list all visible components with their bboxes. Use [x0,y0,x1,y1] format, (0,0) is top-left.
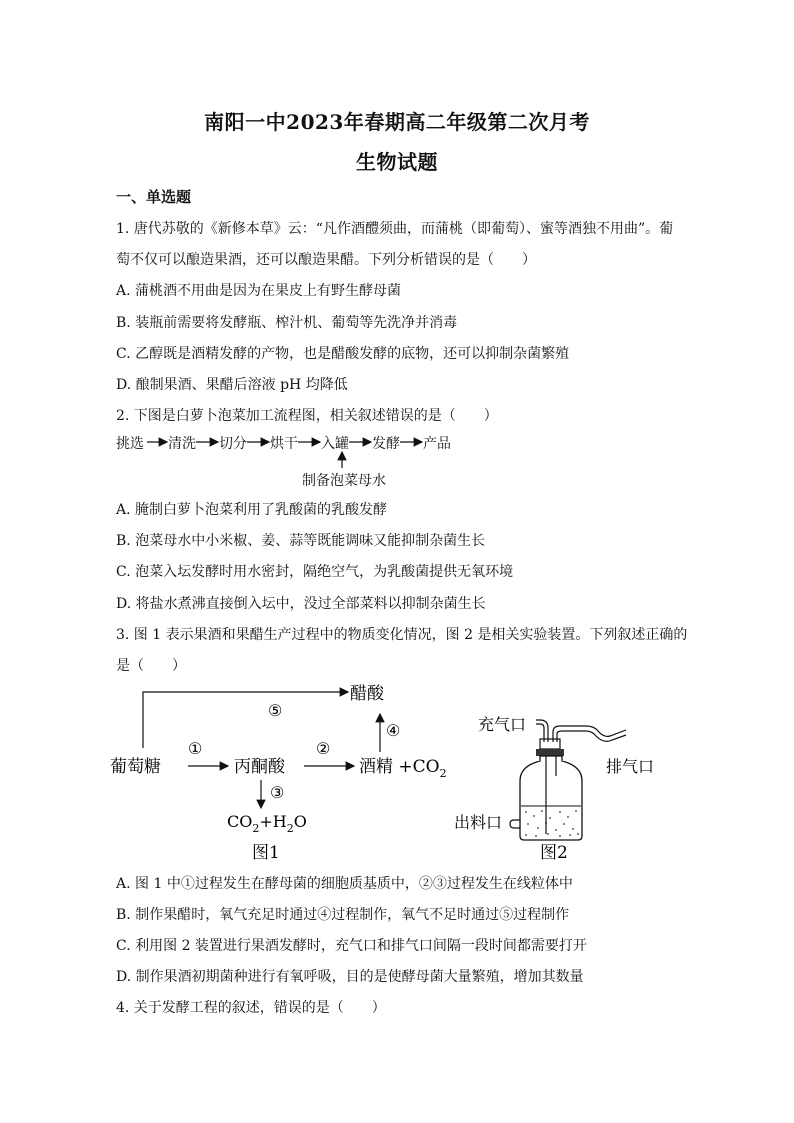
label-step-4: ④ [386,721,401,740]
flow-branch-label: 制备泡菜母水 [302,473,386,489]
q3-stem-line1: 3. 图 1 表示果酒和果醋生产过程中的物质变化情况，图 2 是相关实验装置。下列叙述正确的 [116,627,688,643]
flow-step-4: 烘干 [270,436,298,452]
outlet-valve [510,820,520,828]
q2-option-b: B. 泡菜母水中小米椒、姜、蒜等既能调味又能抑制杂菌生长 [116,533,486,549]
label-step-1: ① [188,739,203,758]
section-heading: 一、单选题 [116,188,192,206]
label-exhaust: 排气口 [606,757,655,776]
q1-option-a: A. 蒲桃酒不用曲是因为在果皮上有野生酵母菌 [116,283,402,299]
figure-2-caption: 图2 [540,843,568,863]
q1-option-c: C. 乙醇既是酒精发酵的产物，也是醋酸发酵的底物，还可以抑制杂菌繁殖 [116,346,570,362]
flow-step-5: 入罐 [321,436,349,452]
flow-step-7: 产品 [423,436,451,452]
label-pyruvate: 丙酮酸 [234,757,285,777]
q2-flowchart [116,432,536,488]
label-ethanol-co2: 酒精 $+CO_2$ [359,757,447,780]
q3-option-a: A. 图 1 中①过程发生在酵母菌的细胞质基质中，②③过程发生在线粒体中 [116,876,573,892]
q4-stem: 4. 关于发酵工程的叙述，错误的是（ ） [116,1000,386,1016]
q2-option-c: C. 泡菜入坛发酵时用水密封，隔绝空气，为乳酸菌提供无氧环境 [116,564,514,580]
label-step-3: ③ [270,783,285,802]
q3-option-d: D. 制作果酒初期菌种进行有氧呼吸，目的是使酵母菌大量繁殖，增加其数量 [116,969,584,985]
page-subtitle: 生物试题 [356,150,438,174]
flow-step-1: 挑选 [116,436,144,452]
q3-option-b: B. 制作果醋时，氧气充足时通过④过程制作，氧气不足时通过⑤过程制作 [116,907,570,923]
q2-option-d: D. 将盐水煮沸直接倒入坛中，没过全部菜料以抑制杂菌生长 [116,596,486,612]
label-step-2: ② [316,739,331,758]
exhaust-tube-outer [557,731,626,742]
q1-option-d: D. 酿制果酒、果醋后溶液 pH 均降低 [116,377,348,393]
figure-1 [110,676,470,872]
figure-1-caption: 图1 [252,843,280,863]
flow-step-2: 清洗 [168,436,196,452]
label-outlet: 出料口 [454,813,503,832]
q2-option-a: A. 腌制白萝卜泡菜利用了乳酸菌的乳酸发酵 [116,502,388,518]
flow-step-3: 切分 [219,436,247,452]
fermentation-bottle [520,739,582,840]
flow-step-6: 发酵 [372,436,400,452]
q2-stem: 2. 下图是白萝卜泡菜加工流程图，相关叙述错误的是（ ） [116,408,498,424]
q3-stem-line2: 是（ ） [116,658,186,674]
label-co2-h2o: $CO_2+H_2O$ [227,812,307,835]
label-inlet: 充气口 [478,715,527,734]
q3-option-c: C. 利用图 2 装置进行果酒发酵时，充气口和排气口间隔一段时间都需要打开 [116,938,587,954]
label-step-5: ⑤ [268,701,283,720]
label-glucose: 葡萄糖 [110,757,161,777]
exhaust-tube [553,726,626,742]
q1-option-b: B. 装瓶前需要将发酵瓶、榨汁机、葡萄等先洗净并消毒 [116,315,458,331]
figure-2 [454,706,670,872]
q1-stem-line2: 萄不仅可以酿造果酒，还可以酿造果醋。下列分析错误的是（ ） [116,252,536,268]
page-title: 南阳一中2023年春期高二年级第二次月考 [204,110,590,134]
q1-stem-line1: 1. 唐代苏敬的《新修本草》云：“凡作酒醴须曲，而蒲桃（即葡萄）、蜜等酒独不用曲”。葡 [116,221,674,237]
label-acetic-acid: 醋酸 [350,684,384,704]
